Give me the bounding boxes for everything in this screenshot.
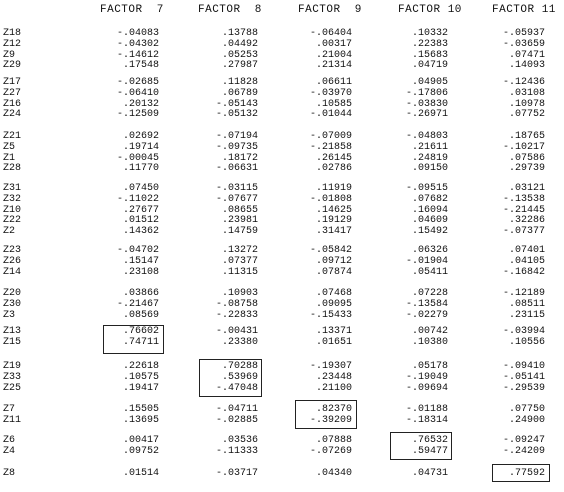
table-row [0, 109, 564, 120]
table-row [0, 435, 564, 446]
loading-value: -.17806 [405, 87, 448, 99]
factor-header-1: FACTOR 7 [100, 4, 164, 16]
loading-value: -.00045 [116, 152, 159, 164]
loading-value: .11770 [122, 163, 159, 175]
loading-value: .21004 [315, 49, 352, 61]
loading-value: -.04711 [215, 404, 258, 415]
table-row [0, 88, 564, 99]
table-row [0, 245, 564, 256]
loading-value: .13695 [122, 414, 159, 426]
variable-label: Z26 [3, 255, 22, 267]
loading-value: .76602 [122, 326, 159, 337]
loading-value: .04492 [221, 38, 258, 50]
loading-value: .22618 [122, 361, 159, 372]
loading-value: -.05143 [215, 98, 258, 110]
loading-value: .10556 [508, 336, 545, 348]
loading-value: .04340 [315, 468, 352, 479]
table-row [0, 226, 564, 237]
loading-value: .00417 [122, 435, 159, 446]
loading-value: .05178 [411, 361, 448, 372]
table-row [0, 288, 564, 299]
loading-value: .07377 [221, 255, 258, 267]
variable-label: Z24 [3, 109, 22, 121]
loading-value: -.24209 [502, 445, 545, 457]
loading-value: .07228 [411, 288, 448, 299]
loading-value: .08569 [122, 309, 159, 321]
loading-value: .07401 [508, 245, 545, 256]
loading-value: .07450 [122, 183, 159, 194]
loading-value: .53969 [221, 371, 258, 383]
loading-value: -.04702 [116, 245, 159, 256]
table-row [0, 163, 564, 174]
loading-value: -.01044 [309, 109, 352, 121]
loading-value: .15492 [411, 226, 448, 238]
loading-value: -.06410 [116, 87, 159, 99]
loading-value: .04105 [508, 255, 545, 267]
variable-label: Z32 [3, 193, 22, 205]
table-row [0, 60, 564, 71]
loading-value: .15147 [122, 255, 159, 267]
loading-value: -.09247 [502, 435, 545, 446]
loading-value: -.03970 [309, 87, 352, 99]
loading-value: .05411 [411, 266, 448, 278]
loading-value: -.22833 [215, 309, 258, 321]
variable-label: Z11 [3, 414, 22, 426]
variable-label: Z25 [3, 382, 22, 394]
loading-value: .32286 [508, 215, 545, 227]
loading-value: -.16842 [502, 266, 545, 278]
loading-value: -.05937 [502, 28, 545, 39]
loading-value: -.03115 [215, 183, 258, 194]
loading-value: .21314 [315, 60, 352, 72]
loading-value: .05253 [221, 49, 258, 61]
loading-value: -.05842 [309, 245, 352, 256]
variable-label: Z2 [3, 226, 16, 238]
variable-label: Z19 [3, 361, 22, 372]
variable-label: Z20 [3, 288, 22, 299]
loading-value: .10903 [221, 288, 258, 299]
loading-value: -.07269 [309, 445, 352, 457]
variable-label: Z5 [3, 141, 16, 153]
table-row [0, 446, 564, 457]
variable-label: Z10 [3, 204, 22, 216]
loading-value: -.21858 [309, 141, 352, 153]
loading-value: .24819 [411, 152, 448, 164]
loading-value: .03536 [221, 435, 258, 446]
loading-value: .04609 [411, 215, 448, 227]
loading-value: -.19049 [405, 371, 448, 383]
loading-value: .59477 [411, 445, 448, 457]
loading-value: -.05141 [502, 371, 545, 383]
loading-value: -.14612 [116, 49, 159, 61]
loading-value: .02786 [315, 163, 352, 175]
variable-label: Z21 [3, 131, 22, 142]
loading-value: -.05132 [215, 109, 258, 121]
table-row [0, 468, 564, 479]
loading-value: -.15433 [309, 309, 352, 321]
loading-value: .07752 [508, 109, 545, 121]
table-row [0, 337, 564, 348]
table-row [0, 372, 564, 383]
table-row [0, 153, 564, 164]
table-row [0, 404, 564, 415]
loading-value: -.07677 [215, 193, 258, 205]
loading-value: .76532 [411, 435, 448, 446]
loading-value: .23115 [508, 309, 545, 321]
factor-header-row [0, 3, 564, 17]
loading-value: .18765 [508, 131, 545, 142]
loading-value: -.04302 [116, 38, 159, 50]
loading-value: -.04803 [405, 131, 448, 142]
loading-value: .14759 [221, 226, 258, 238]
variable-label: Z4 [3, 445, 16, 457]
loading-value: -.00431 [215, 326, 258, 337]
table-row [0, 131, 564, 142]
loading-value: .16094 [411, 204, 448, 216]
loading-value: -.21445 [502, 204, 545, 216]
table-row [0, 310, 564, 321]
loading-value: -.08758 [215, 298, 258, 310]
loading-value: .13272 [221, 245, 258, 256]
loading-value: -.07009 [309, 131, 352, 142]
loading-value: .10332 [411, 28, 448, 39]
loading-value: .11315 [221, 266, 258, 278]
variable-label: Z7 [3, 404, 16, 415]
loading-value: .07471 [508, 49, 545, 61]
loading-value: -.01904 [405, 255, 448, 267]
loading-value: .15505 [122, 404, 159, 415]
loading-value: .04905 [411, 77, 448, 88]
loading-value: .07888 [315, 435, 352, 446]
loading-value: .10585 [315, 98, 352, 110]
loading-value: .06789 [221, 87, 258, 99]
loading-value: .29739 [508, 163, 545, 175]
loading-value: -.13584 [405, 298, 448, 310]
loading-value: -.11022 [116, 193, 159, 205]
loading-value: .14625 [315, 204, 352, 216]
table-row [0, 39, 564, 50]
variable-label: Z22 [3, 215, 22, 227]
loading-value: .09095 [315, 298, 352, 310]
variable-label: Z17 [3, 77, 22, 88]
table-row [0, 77, 564, 88]
loading-value: .01512 [122, 215, 159, 227]
loading-value: -.06631 [215, 163, 258, 175]
loading-value: .10380 [411, 336, 448, 348]
loading-value: .02692 [122, 131, 159, 142]
loading-value: .20132 [122, 98, 159, 110]
loading-value: -.13538 [502, 193, 545, 205]
loading-value: .03108 [508, 87, 545, 99]
loading-value: -.02885 [215, 414, 258, 426]
factor-header-4: FACTOR 10 [398, 4, 462, 16]
variable-label: Z31 [3, 183, 22, 194]
loading-value: .23380 [221, 336, 258, 348]
loading-value: -.01808 [309, 193, 352, 205]
loading-value: .23448 [315, 371, 352, 383]
loading-value: -.09694 [405, 382, 448, 394]
loading-value: .19714 [122, 141, 159, 153]
table-row [0, 256, 564, 267]
loading-value: .23981 [221, 215, 258, 227]
loading-value: -.26971 [405, 109, 448, 121]
loading-value: -.29539 [502, 382, 545, 394]
loading-value: -.03659 [502, 38, 545, 50]
loading-value: .01514 [122, 468, 159, 479]
loading-value: -.12436 [502, 77, 545, 88]
loading-value: .08511 [508, 298, 545, 310]
loading-value: .21100 [315, 382, 352, 394]
loading-value: .18172 [221, 152, 258, 164]
loading-value: -.02685 [116, 77, 159, 88]
loading-value: -.19307 [309, 361, 352, 372]
table-row [0, 215, 564, 226]
factor-header-2: FACTOR 8 [198, 4, 262, 16]
highlight-box [492, 464, 550, 482]
loading-value: .27987 [221, 60, 258, 72]
loading-value: .19129 [315, 215, 352, 227]
loading-value: -.03994 [502, 326, 545, 337]
variable-label: Z23 [3, 245, 22, 256]
variable-label: Z29 [3, 60, 22, 72]
loading-value: .03866 [122, 288, 159, 299]
loading-value: -.18314 [405, 414, 448, 426]
table-row [0, 99, 564, 110]
factor-header-3: FACTOR 9 [298, 4, 362, 16]
loading-value: .07468 [315, 288, 352, 299]
loading-value: .01651 [315, 336, 352, 348]
loading-value: -.12189 [502, 288, 545, 299]
loading-value: .26145 [315, 152, 352, 164]
loading-value: .15683 [411, 49, 448, 61]
loading-value: -.11333 [215, 445, 258, 457]
highlight-box [295, 400, 357, 429]
loading-value: -.07377 [502, 226, 545, 238]
variable-label: Z6 [3, 435, 16, 446]
loading-value: .10978 [508, 98, 545, 110]
variable-label: Z18 [3, 28, 22, 39]
loading-value: .70288 [221, 361, 258, 372]
loading-value: .07750 [508, 404, 545, 415]
loading-value: .14362 [122, 226, 159, 238]
loading-value: -.09735 [215, 141, 258, 153]
loading-value: .22383 [411, 38, 448, 50]
loading-value: .31417 [315, 226, 352, 238]
loading-value: .03121 [508, 183, 545, 194]
loading-value: .06326 [411, 245, 448, 256]
loading-value: .11828 [221, 77, 258, 88]
loading-value: .27677 [122, 204, 159, 216]
table-row [0, 326, 564, 337]
loading-value: -.02279 [405, 309, 448, 321]
loading-value: -.47048 [215, 382, 258, 394]
loading-value: .07874 [315, 266, 352, 278]
table-row [0, 361, 564, 372]
loading-value: .06611 [315, 77, 352, 88]
loading-value: .11919 [315, 183, 352, 194]
table-row [0, 50, 564, 61]
variable-label: Z27 [3, 87, 22, 99]
factor-header-5: FACTOR 11 [492, 4, 556, 16]
loading-value: .00742 [411, 326, 448, 337]
loading-value: -.07194 [215, 131, 258, 142]
loading-value: -.04083 [116, 28, 159, 39]
loading-value: .74711 [122, 336, 159, 348]
loading-value: -.06404 [309, 28, 352, 39]
loading-value: .09712 [315, 255, 352, 267]
table-row [0, 194, 564, 205]
loading-value: .07586 [508, 152, 545, 164]
loading-value: .07682 [411, 193, 448, 205]
loading-value: .00317 [315, 38, 352, 50]
loading-value: -.21467 [116, 298, 159, 310]
loading-value: .09150 [411, 163, 448, 175]
loading-value: .08655 [221, 204, 258, 216]
loading-value: .04719 [411, 60, 448, 72]
table-row [0, 415, 564, 426]
loading-value: -.10217 [502, 141, 545, 153]
variable-label: Z9 [3, 49, 16, 61]
table-row [0, 205, 564, 216]
variable-label: Z8 [3, 468, 16, 479]
variable-label: Z14 [3, 266, 22, 278]
loading-value: -.12509 [116, 109, 159, 121]
table-row [0, 142, 564, 153]
loading-value: .13788 [221, 28, 258, 39]
loading-value: .23108 [122, 266, 159, 278]
table-row [0, 299, 564, 310]
table-row [0, 267, 564, 278]
variable-label: Z30 [3, 298, 22, 310]
variable-label: Z13 [3, 326, 22, 337]
loading-value: -.09515 [405, 183, 448, 194]
loading-value: .10575 [122, 371, 159, 383]
table-row [0, 28, 564, 39]
loading-value: -.09410 [502, 361, 545, 372]
variable-label: Z12 [3, 38, 22, 50]
table-row [0, 383, 564, 394]
variable-label: Z1 [3, 152, 16, 164]
variable-label: Z33 [3, 371, 22, 383]
loading-value: .09752 [122, 445, 159, 457]
highlight-box [103, 325, 164, 354]
loading-value: .13371 [315, 326, 352, 337]
table-row [0, 183, 564, 194]
loading-value: .77592 [508, 468, 545, 479]
variable-label: Z3 [3, 309, 16, 321]
loading-value: -.03717 [215, 468, 258, 479]
highlight-box [199, 359, 262, 397]
loading-value: .14093 [508, 60, 545, 72]
loading-value: .19417 [122, 382, 159, 394]
loading-value: -.03830 [405, 98, 448, 110]
variable-label: Z28 [3, 163, 22, 175]
loading-value: .24900 [508, 414, 545, 426]
loading-value: .82370 [315, 404, 352, 415]
loading-value: .21611 [411, 141, 448, 153]
variable-label: Z16 [3, 98, 22, 110]
loading-value: -.01188 [405, 404, 448, 415]
highlight-box [390, 432, 452, 460]
loading-value: .04731 [411, 468, 448, 479]
loading-value: -.39209 [309, 414, 352, 426]
loading-value: .17548 [122, 60, 159, 72]
variable-label: Z15 [3, 336, 22, 348]
